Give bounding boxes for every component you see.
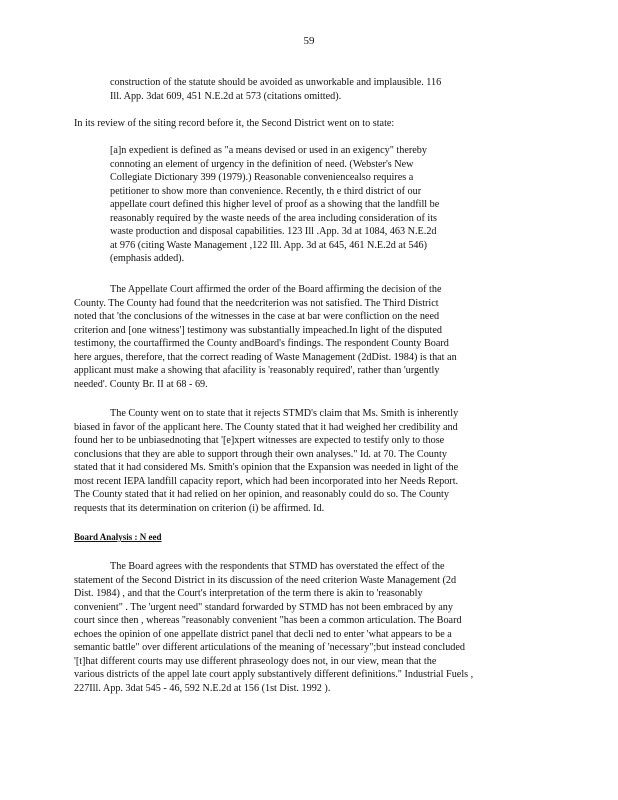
text-line: 227Ill. App. 3dat 545 - 46, 592 N.E.2d at 156 (1st Dist. 1992 ). [74, 682, 331, 694]
text-line: [a]n expedient is defined as "a means devised or used in an exigency" thereby [110, 145, 427, 156]
text-line: conclusions that they are able to support through their own analyses." Id. at 70. The County [74, 448, 447, 460]
text-line: echoes the opinion of one appellate district panel that decli ned to enter 'what appears to be a [74, 628, 452, 640]
text-line: biased in favor of the applicant here. The County stated that it had weighed her credibility and [74, 421, 458, 433]
text-line: reasonably required by the waste needs of the area including consideration of its [110, 212, 438, 224]
paragraph-appellate [74, 283, 524, 391]
paragraph-board-analysis [74, 560, 524, 695]
text-line: statement of the Second District in its discussion of the need criterion Waste Management (2d [74, 574, 457, 586]
text-line: The Appellate Court affirmed the order of the Board affirming the decision of the [110, 284, 442, 295]
text-line: (emphasis added). [110, 253, 185, 264]
block-quote [110, 144, 503, 266]
text-line: requests that its determination on criterion (i) be affirmed. Id. [74, 502, 325, 514]
text-line: The County stated that it had relied on her opinion, and reasonably could do so. The County [74, 489, 449, 500]
text-line: applicant must make a showing that afacility is 'reasonably required', rather than 'urgently [74, 365, 440, 376]
text-line: convenient" . The 'urgent need" standard forwarded by STMD has not been embraced by any [74, 601, 453, 613]
text-line: Ill. App. 3dat 609, 451 N.E.2d at 573 (citations omitted). [110, 90, 342, 102]
text-line: testimony, the courtaffirmed the County andBoard's findings. The respondent County Board [74, 338, 449, 349]
text-line: '[t]hat different courts may use different phraseology does not, in our view, mean that the [74, 655, 437, 667]
intro-line: In its review of the siting record before it, the Second District went on to state: [74, 118, 395, 129]
text-line: construction of the statute should be avoided as unworkable and implausible. 116 [110, 77, 442, 88]
text-line: stated that it had considered Ms. Smith's opinion that the Expansion was needed in light of the [74, 462, 459, 473]
text-line: most recent IEPA landfill capacity report, which had been incorporated into her Needs Report. [74, 475, 459, 487]
heading-text: Board Analysis : N eed [74, 532, 162, 542]
text-line: petitioner to show more than convenience. Recently, th e third district of our [110, 185, 422, 197]
page-number: 59 [303, 35, 315, 47]
text-line: various districts of the appel late court apply substantively different definitions." Industrial Fuels , [74, 669, 474, 680]
text-line: The Board agrees with the respondents that STMD has overstated the effect of the [110, 561, 445, 572]
text-line: Dist. 1984) , and that the Court's interpretation of the term there is akin to 'reasonably [74, 588, 423, 599]
paragraph-county [74, 407, 524, 515]
text-line: court since then , whereas ''reasonably convenient "has been a common articulation. The Board [74, 615, 462, 626]
text-line: County. The County had found that the needcriterion was not satisfied. The Third District [74, 297, 439, 309]
section-heading [74, 532, 162, 542]
quote-continuation [110, 76, 503, 103]
text-line: at 976 (citing Waste Management ,122 Ill. App. 3d at 645, 461 N.E.2d at 546) [110, 239, 428, 251]
text-line: noted that 'the conclusions of the witnesses in the case at bar were confliction on the need [74, 311, 440, 322]
text-line: criterion and [one witness'] testimony was substantially impeached.In light of the disputed [74, 324, 442, 336]
text-line: appellate court defined this higher level of proof as a showing that the landfill be [110, 199, 440, 210]
text-line: Collegiate Dictionary 399 (1979).) Reasonable conveniencealso requires a [110, 172, 414, 183]
text-line: semantic battle" over different articulations of the meaning of 'necessary";but instead concluded [74, 642, 466, 653]
text-line: found her to be unbiasednoting that '[e]xpert witnesses are expected to testify only to those [74, 435, 445, 446]
text-line: here argues, therefore, that the correct reading of Waste Management (2dDist. 1984) is that an [74, 351, 457, 363]
text-line: The County went on to state that it rejects STMD's claim that Ms. Smith is inherently [110, 408, 459, 419]
text-line: needed'. County Br. II at 68 - 69. [74, 378, 208, 390]
text-line: connoting an element of urgency in the definition of need. (Webster's New [110, 158, 414, 170]
text-line: waste production and disposal capabilities. 123 Ill .App. 3d at 1084, 463 N.E.2d [110, 226, 437, 237]
